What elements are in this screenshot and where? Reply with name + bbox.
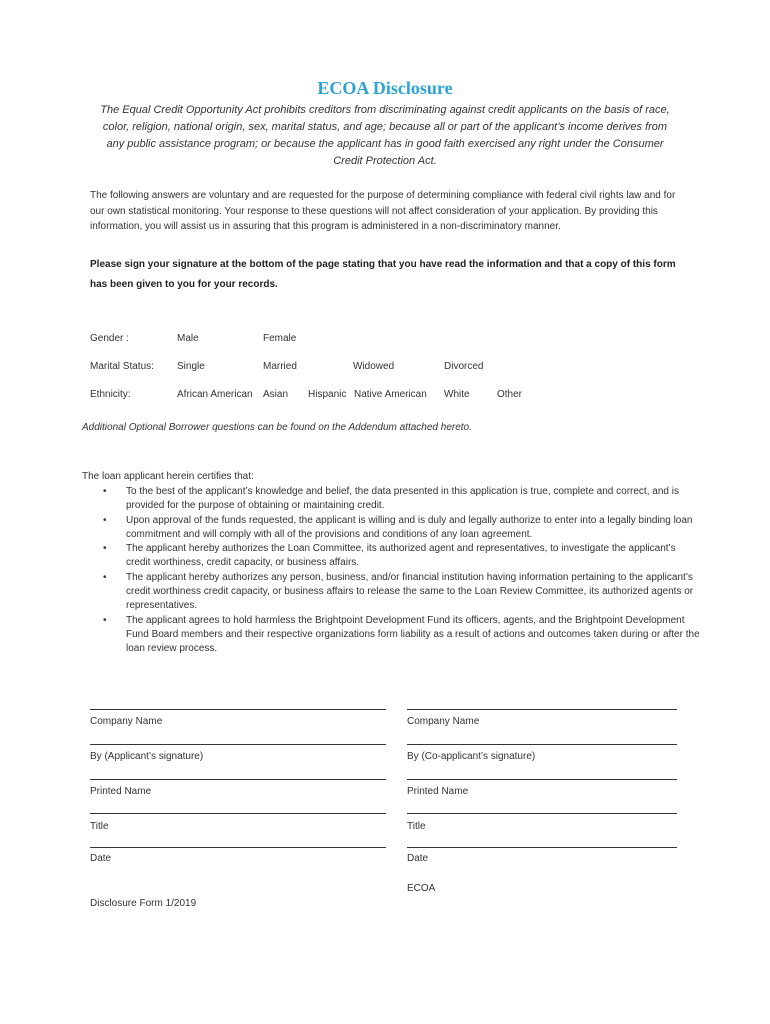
marital-option-widowed[interactable]: Widowed [353,361,395,372]
applicant-signature-line[interactable] [90,744,386,745]
co-company-name-label: Company Name [407,716,480,727]
printed-name-line[interactable] [90,779,386,780]
ethnicity-option-hispanic[interactable]: Hispanic [308,389,347,400]
ethnicity-option-asian[interactable]: Asian [263,389,289,400]
page-title: ECOA Disclosure [317,78,453,98]
addendum-note: Additional Optional Borrower questions can be found on the Addendum attached hereto. [82,422,472,433]
voluntary-statement: The following answers are voluntary and are requested for the purpose of determining compliance with federal civil rights law and for our own statistical monitoring. Your response to these questions will not affect consideration of your application. By providing this information, you will assist us in assuring that this program is administered in a non-discriminatory manner. [90,190,676,232]
ethnicity-option-african-american[interactable]: African American [177,389,253,400]
signature-notice: Please sign your signature at the bottom of the page stating that you have read the information and that a copy of this form has been given to you for your records. [90,259,676,290]
gender-option-male[interactable]: Male [177,333,199,344]
gender-label: Gender : [90,333,129,344]
certification-item: • The applicant hereby authorizes any person, business, and/or financial institution having information pertaining to the applicant’s credit worthiness credit capacity, or business affairs to release the same to the Loan Review Committee, its authorized agents or representatives. [103,571,694,612]
ethnicity-option-other[interactable]: Other [497,389,523,400]
company-name-label: Company Name [90,716,163,727]
ecoa-intro-text: The Equal Credit Opportunity Act prohibits creditors from discriminating against credit applicants on the basis of race, color, religion, national origin, sex, marital status, and age; because all or part of the applicant’s income derives from any public assistance program; or because the applicant has in good faith exercised any right under the Consumer Credit Protection Act. [100,104,670,167]
co-applicant-signature-label: By (Co-applicant’s signature) [407,751,536,762]
marital-option-single[interactable]: Single [177,361,205,372]
bullet-icon: • [103,543,107,555]
gender-option-female[interactable]: Female [263,333,297,344]
bullet-icon: • [103,614,107,626]
bullet-icon: • [103,486,107,497]
certification-item: • The applicant agrees to hold harmless the Brightpoint Development Fund its officers, agents, and the Brightpoint Development Fund Board members and their respective organizations form liability as a result of actions and outcomes taken during or after the loan review process. [103,614,700,655]
title-line[interactable] [90,813,386,814]
marital-status-label: Marital Status: [90,361,154,372]
ethnicity-label: Ethnicity: [90,389,131,400]
ethnicity-option-white[interactable]: White [444,389,470,400]
co-date-line[interactable] [407,847,677,848]
co-title-line[interactable] [407,813,677,814]
company-name-line[interactable] [90,709,386,710]
certification-list [100,485,700,657]
date-line[interactable] [90,847,386,848]
marital-option-divorced[interactable]: Divorced [444,361,484,372]
bullet-icon: • [103,514,107,526]
co-company-name-line[interactable] [407,709,677,710]
marital-option-married[interactable]: Married [263,361,297,372]
co-printed-name-label: Printed Name [407,786,469,797]
certification-item: • Upon approval of the funds requested, the applicant is willing and is duly and legally authorize to enter into a legally binding loan commitment and will comply with all of the provisions and conditions of any loan agreement. [103,514,693,540]
date-label: Date [90,853,112,864]
ethnicity-option-native-american[interactable]: Native American [354,389,427,400]
certification-item: • The applicant hereby authorizes the Loan Committee, its authorized agent and representatives, to investigate the applicant’s credit worthiness, credit capacity, or business affairs. [103,543,676,569]
certification-item: • To the best of the applicant’s knowledge and belief, the data presented in this application is true, complete and correct, and is provided for the purpose of obtaining or maintaining credit. [103,486,679,512]
co-date-label: Date [407,853,429,864]
bullet-icon: • [103,571,107,583]
printed-name-label: Printed Name [90,786,152,797]
co-printed-name-line[interactable] [407,779,677,780]
co-title-label: Title [407,821,426,832]
footer-form-version: Disclosure Form 1/2019 [90,898,197,909]
title-label: Title [90,821,109,832]
footer-form-code: ECOA [407,883,436,894]
co-applicant-signature-line[interactable] [407,744,677,745]
certification-intro: The loan applicant herein certifies that: [82,471,254,482]
applicant-signature-label: By (Applicant’s signature) [90,751,204,762]
